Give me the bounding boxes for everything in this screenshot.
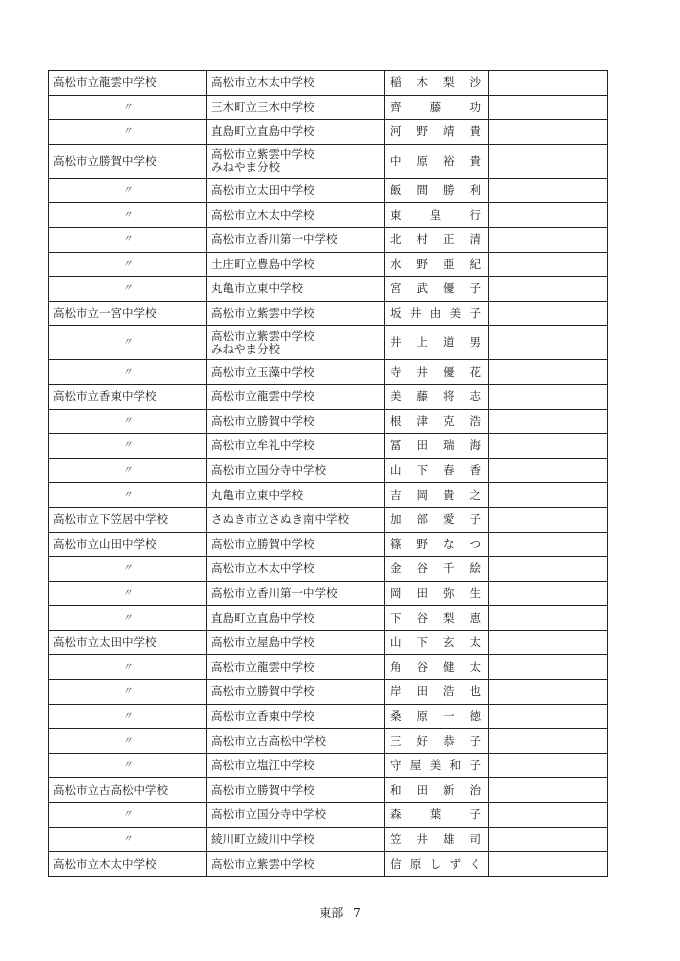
destination-school-cell [207, 557, 385, 582]
blank-cell [489, 301, 608, 326]
destination-school-line: 直島町立直島中学校 [211, 610, 315, 625]
origin-school-cell: 〃 [49, 95, 207, 120]
teacher-name-cell [385, 483, 489, 508]
destination-school-cell [207, 95, 385, 120]
blank-cell [489, 532, 608, 557]
blank-cell [489, 753, 608, 778]
teacher-name: 中 原 裕 貴 [390, 153, 481, 168]
destination-school-cell [207, 71, 385, 96]
destination-school-line: 高松市立古高松中学校 [211, 733, 326, 748]
origin-school-cell: 〃 [49, 227, 207, 252]
teacher-name: 守 屋 美 和 子 [390, 758, 481, 773]
table-row [49, 144, 608, 178]
destination-school-line: 高松市立屋島中学校 [211, 635, 315, 650]
table-row [49, 827, 608, 852]
origin-school-cell: 〃 [49, 729, 207, 754]
destination-school-cell [207, 326, 385, 360]
transfer-table [48, 70, 608, 877]
teacher-name: 稲 木 梨 沙 [390, 75, 481, 90]
table-row [49, 326, 608, 360]
destination-school-cell [207, 581, 385, 606]
origin-school-cell: 〃 [49, 326, 207, 360]
destination-school-line: 高松市立香東中学校 [211, 708, 315, 723]
table-row [49, 384, 608, 409]
teacher-name-cell [385, 360, 489, 385]
teacher-name-cell [385, 507, 489, 532]
teacher-name-cell [385, 301, 489, 326]
blank-cell [489, 606, 608, 631]
destination-school-line: 高松市立龍雲中学校 [211, 389, 315, 404]
destination-school-line: 高松市立勝賀中学校 [211, 536, 315, 551]
table-row [49, 655, 608, 680]
destination-school-line: 高松市立勝賀中学校 [211, 684, 315, 699]
destination-school-line: 三木町立三木中学校 [211, 99, 315, 114]
transfer-table-body [49, 71, 608, 877]
origin-school-cell: 高松市立木太中学校 [49, 852, 207, 877]
destination-school-cell [207, 606, 385, 631]
destination-school-line: 高松市立木太中学校 [211, 75, 315, 90]
teacher-name-cell [385, 680, 489, 705]
destination-school-cell [207, 507, 385, 532]
teacher-name: 井 上 道 男 [390, 335, 481, 350]
teacher-name-cell [385, 409, 489, 434]
footer-section: 東部 [319, 906, 344, 920]
destination-school-cell [207, 277, 385, 302]
blank-cell [489, 227, 608, 252]
destination-school-line: 高松市立龍雲中学校 [211, 659, 315, 674]
blank-cell [489, 252, 608, 277]
blank-cell [489, 277, 608, 302]
origin-school-cell: 〃 [49, 557, 207, 582]
teacher-name: 三 好 恭 子 [390, 733, 481, 748]
teacher-name: 冨 田 瑞 海 [390, 438, 481, 453]
teacher-name: 根 津 克 浩 [390, 413, 481, 428]
page-number: 7 [353, 906, 361, 920]
blank-cell [489, 326, 608, 360]
teacher-name: 篠 野 な つ [390, 536, 481, 551]
table-row [49, 852, 608, 877]
destination-school-cell [207, 301, 385, 326]
destination-school-cell [207, 434, 385, 459]
origin-school-cell: 〃 [49, 606, 207, 631]
origin-school-cell: 〃 [49, 704, 207, 729]
destination-school-line: さぬき市立さぬき南中学校 [211, 512, 349, 527]
teacher-name-cell [385, 95, 489, 120]
origin-school-cell: 〃 [49, 360, 207, 385]
origin-school-cell: 〃 [49, 409, 207, 434]
teacher-name-cell [385, 852, 489, 877]
blank-cell [489, 178, 608, 203]
table-row [49, 507, 608, 532]
teacher-name-cell [385, 827, 489, 852]
teacher-name-cell [385, 120, 489, 145]
destination-school-line: 高松市立紫雲中学校 [211, 328, 315, 343]
destination-school-line: みねやま分校 [211, 160, 280, 175]
destination-school-cell [207, 778, 385, 803]
destination-school-line: 丸亀市立東中学校 [211, 281, 303, 296]
destination-school-line: 高松市立勝賀中学校 [211, 413, 315, 428]
teacher-name-cell [385, 655, 489, 680]
blank-cell [489, 704, 608, 729]
teacher-name-cell [385, 227, 489, 252]
table-row [49, 277, 608, 302]
destination-school-cell [207, 803, 385, 828]
teacher-name: 山 下 玄 太 [390, 635, 481, 650]
table-row [49, 434, 608, 459]
page-footer [0, 904, 680, 921]
blank-cell [489, 120, 608, 145]
destination-school-line: 高松市立香川第一中学校 [211, 232, 338, 247]
teacher-name-cell [385, 326, 489, 360]
teacher-name: 金 谷 千 絵 [390, 561, 481, 576]
teacher-name: 坂 井 由 美 子 [390, 306, 481, 321]
teacher-name-cell [385, 434, 489, 459]
destination-school-cell [207, 704, 385, 729]
teacher-name: 寺 井 優 花 [390, 364, 481, 379]
teacher-name: 美 藤 将 志 [390, 389, 481, 404]
origin-school-cell: 〃 [49, 252, 207, 277]
destination-school-cell [207, 827, 385, 852]
teacher-name-cell [385, 557, 489, 582]
destination-school-line: 高松市立塩江中学校 [211, 758, 315, 773]
teacher-name-cell [385, 252, 489, 277]
origin-school-cell: 〃 [49, 827, 207, 852]
origin-school-cell: 〃 [49, 753, 207, 778]
table-row [49, 630, 608, 655]
blank-cell [489, 630, 608, 655]
teacher-name: 河 野 靖 貴 [390, 124, 481, 139]
blank-cell [489, 203, 608, 228]
origin-school-cell: 高松市立下笠居中学校 [49, 507, 207, 532]
destination-school-line: 高松市立木太中学校 [211, 561, 315, 576]
destination-school-line: 高松市立香川第一中学校 [211, 585, 338, 600]
destination-school-cell [207, 680, 385, 705]
destination-school-line: 高松市立紫雲中学校 [211, 856, 315, 871]
teacher-name-cell [385, 704, 489, 729]
destination-school-cell [207, 120, 385, 145]
destination-school-cell [207, 360, 385, 385]
blank-cell [489, 852, 608, 877]
destination-school-line: 丸亀市立東中学校 [211, 487, 303, 502]
table-row [49, 252, 608, 277]
table-row [49, 704, 608, 729]
destination-school-line: 高松市立国分寺中学校 [211, 463, 326, 478]
teacher-name: 北 村 正 清 [390, 232, 481, 247]
destination-school-cell [207, 852, 385, 877]
origin-school-cell: 高松市立山田中学校 [49, 532, 207, 557]
teacher-name-cell [385, 144, 489, 178]
table-row [49, 301, 608, 326]
destination-school-line: 高松市立牟礼中学校 [211, 438, 315, 453]
blank-cell [489, 729, 608, 754]
destination-school-cell [207, 144, 385, 178]
origin-school-cell: 高松市立龍雲中学校 [49, 71, 207, 96]
destination-school-line: 高松市立紫雲中学校 [211, 306, 315, 321]
teacher-name: 東 皇 行 [390, 207, 481, 222]
destination-school-line: 高松市立国分寺中学校 [211, 807, 326, 822]
origin-school-cell: 〃 [49, 803, 207, 828]
teacher-name: 信 原 し ず く [390, 856, 481, 871]
teacher-name: 岸 田 浩 也 [390, 684, 481, 699]
teacher-name-cell [385, 458, 489, 483]
table-row [49, 227, 608, 252]
table-row [49, 803, 608, 828]
blank-cell [489, 507, 608, 532]
destination-school-line: 高松市立勝賀中学校 [211, 782, 315, 797]
origin-school-cell: 高松市立香東中学校 [49, 384, 207, 409]
table-row [49, 483, 608, 508]
table-row [49, 606, 608, 631]
blank-cell [489, 458, 608, 483]
origin-school-cell: 高松市立古高松中学校 [49, 778, 207, 803]
destination-school-cell [207, 458, 385, 483]
teacher-name-cell [385, 203, 489, 228]
teacher-name-cell [385, 803, 489, 828]
origin-school-cell: 〃 [49, 203, 207, 228]
destination-school-line: 土庄町立豊島中学校 [211, 256, 315, 271]
transfer-table-container [48, 70, 607, 877]
destination-school-cell [207, 384, 385, 409]
origin-school-cell: 〃 [49, 655, 207, 680]
table-row [49, 753, 608, 778]
teacher-name: 山 下 春 香 [390, 463, 481, 478]
destination-school-cell [207, 409, 385, 434]
destination-school-line: 高松市立紫雲中学校 [211, 147, 315, 162]
teacher-name-cell [385, 778, 489, 803]
table-row [49, 778, 608, 803]
teacher-name-cell [385, 630, 489, 655]
blank-cell [489, 483, 608, 508]
blank-cell [489, 360, 608, 385]
table-row [49, 203, 608, 228]
destination-school-cell [207, 753, 385, 778]
destination-school-cell [207, 655, 385, 680]
blank-cell [489, 434, 608, 459]
teacher-name: 岡 田 弥 生 [390, 585, 481, 600]
teacher-name-cell [385, 532, 489, 557]
table-row [49, 409, 608, 434]
teacher-name: 桑 原 一 徳 [390, 708, 481, 723]
blank-cell [489, 827, 608, 852]
teacher-name: 宮 武 優 子 [390, 281, 481, 296]
origin-school-cell: 高松市立勝賀中学校 [49, 144, 207, 178]
blank-cell [489, 144, 608, 178]
origin-school-cell: 〃 [49, 120, 207, 145]
destination-school-line: 綾川町立綾川中学校 [211, 831, 315, 846]
blank-cell [489, 71, 608, 96]
destination-school-cell [207, 203, 385, 228]
table-row [49, 71, 608, 96]
table-row [49, 120, 608, 145]
destination-school-cell [207, 227, 385, 252]
destination-school-line: 直島町立直島中学校 [211, 124, 315, 139]
origin-school-cell: 〃 [49, 434, 207, 459]
teacher-name: 角 谷 健 太 [390, 659, 481, 674]
table-row [49, 360, 608, 385]
destination-school-cell [207, 630, 385, 655]
destination-school-cell [207, 178, 385, 203]
teacher-name: 笠 井 雄 司 [390, 831, 481, 846]
teacher-name-cell [385, 277, 489, 302]
destination-school-line: 高松市立木太中学校 [211, 207, 315, 222]
destination-school-line: 高松市立玉藻中学校 [211, 364, 315, 379]
teacher-name: 下 谷 梨 恵 [390, 610, 481, 625]
table-row [49, 178, 608, 203]
destination-school-cell [207, 532, 385, 557]
teacher-name: 齊 藤 功 [390, 99, 481, 114]
origin-school-cell: 〃 [49, 483, 207, 508]
blank-cell [489, 384, 608, 409]
table-row [49, 581, 608, 606]
table-row [49, 680, 608, 705]
blank-cell [489, 655, 608, 680]
teacher-name: 森 葉 子 [390, 807, 481, 822]
table-row [49, 95, 608, 120]
table-row [49, 557, 608, 582]
teacher-name: 吉 岡 貴 之 [390, 487, 481, 502]
origin-school-cell: 〃 [49, 458, 207, 483]
teacher-name-cell [385, 581, 489, 606]
blank-cell [489, 803, 608, 828]
origin-school-cell: 〃 [49, 680, 207, 705]
destination-school-line: みねやま分校 [211, 341, 280, 356]
teacher-name-cell [385, 606, 489, 631]
destination-school-line: 高松市立太田中学校 [211, 183, 315, 198]
table-row [49, 458, 608, 483]
blank-cell [489, 557, 608, 582]
table-row [49, 532, 608, 557]
teacher-name: 飯 間 勝 利 [390, 183, 481, 198]
blank-cell [489, 581, 608, 606]
blank-cell [489, 409, 608, 434]
origin-school-cell: 〃 [49, 277, 207, 302]
destination-school-cell [207, 729, 385, 754]
destination-school-cell [207, 252, 385, 277]
origin-school-cell: 〃 [49, 178, 207, 203]
origin-school-cell: 〃 [49, 581, 207, 606]
teacher-name-cell [385, 753, 489, 778]
teacher-name: 和 田 新 治 [390, 782, 481, 797]
teacher-name-cell [385, 71, 489, 96]
destination-school-cell [207, 483, 385, 508]
teacher-name-cell [385, 178, 489, 203]
teacher-name: 水 野 亜 紀 [390, 256, 481, 271]
teacher-name: 加 部 愛 子 [390, 512, 481, 527]
teacher-name-cell [385, 729, 489, 754]
origin-school-cell: 高松市立太田中学校 [49, 630, 207, 655]
teacher-name-cell [385, 384, 489, 409]
blank-cell [489, 680, 608, 705]
origin-school-cell: 高松市立一宮中学校 [49, 301, 207, 326]
blank-cell [489, 778, 608, 803]
table-row [49, 729, 608, 754]
blank-cell [489, 95, 608, 120]
